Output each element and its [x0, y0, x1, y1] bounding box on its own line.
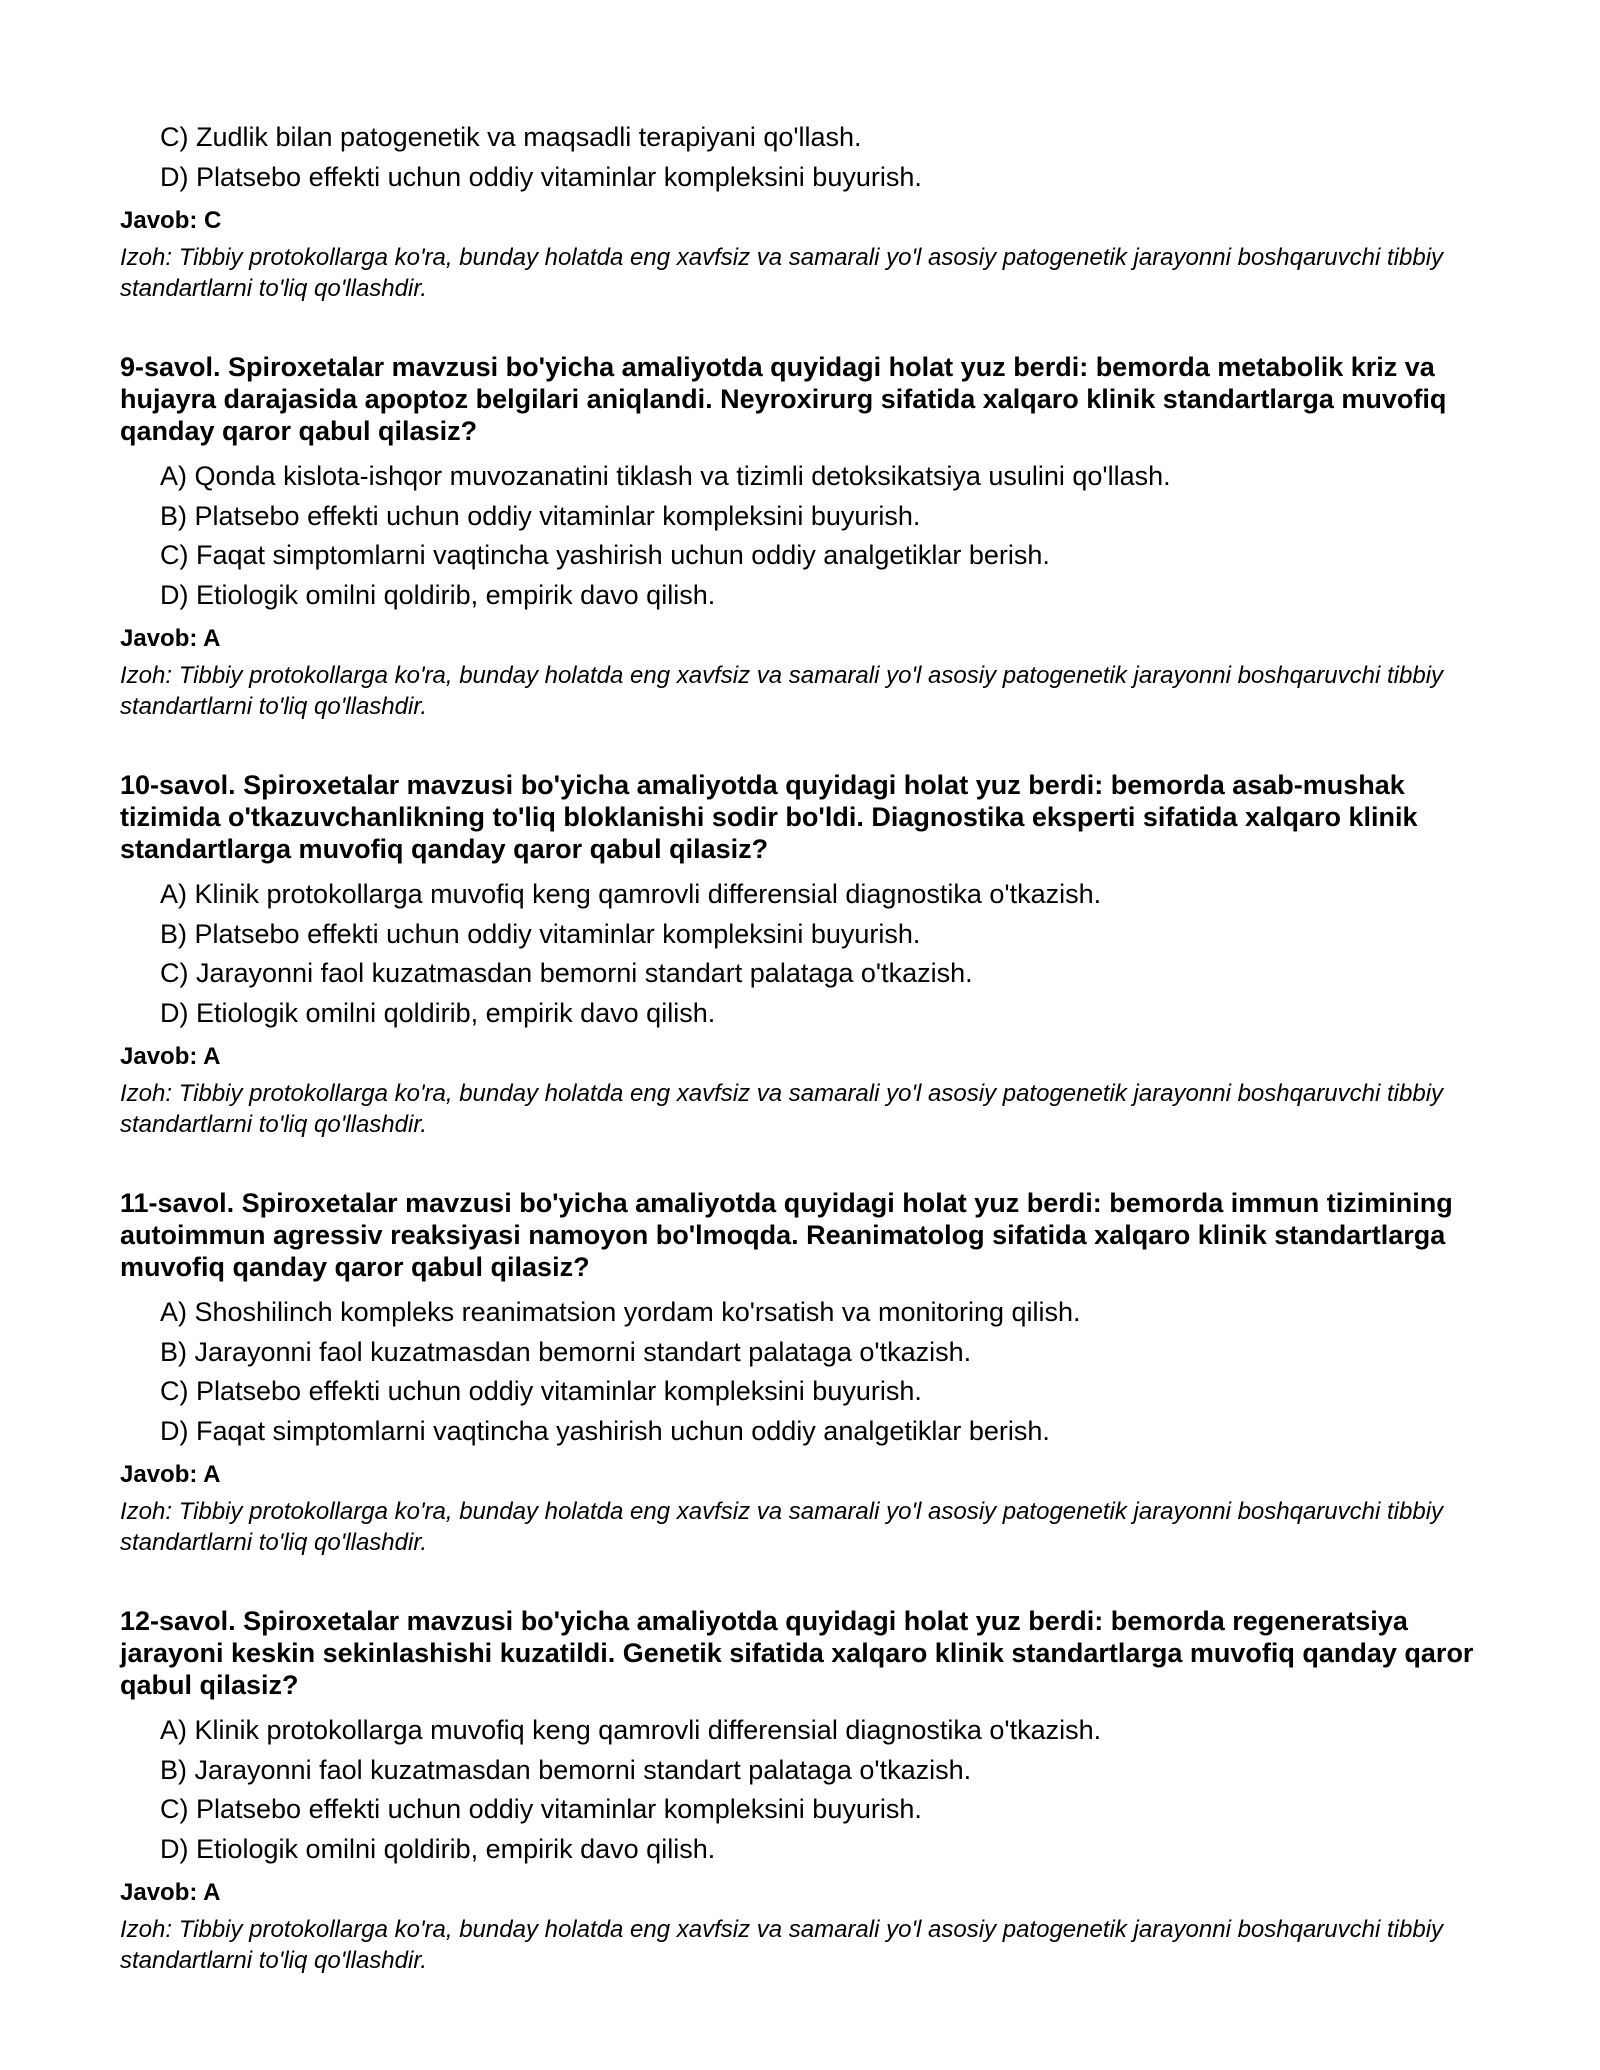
- question-title: 10-savol. Spiroxetalar mavzusi bo'yicha amaliyotda quyidagi holat yuz berdi: bemorda asab-mushak tizimida o'tkazuvchanlikning to'liq bloklanishi sodir bo'ldi. Diagnostika eksperti sifatida xalqaro klinik standartlarga muvofiq qanday qaror qabul qilasiz?: [120, 770, 1418, 864]
- answer-key: Javob: A: [120, 1043, 221, 1070]
- option-c: C) Faqat simptomlarni vaqtincha yashirish uchun oddiy analgetiklar berish.: [160, 540, 1050, 570]
- answer-key: Javob: A: [120, 1461, 221, 1488]
- option-b: B) Jarayonni faol kuzatmasdan bemorni standart palataga o'tkazish.: [160, 1754, 972, 1785]
- answer-options: [120, 118, 1500, 197]
- option-d: D) Etiologik omilni qoldirib, empirik davo qilish.: [160, 997, 716, 1028]
- option-c: C) Platsebo effekti uchun oddiy vitaminlar kompleksini buyurish.: [160, 1376, 922, 1406]
- explanation-note: Izoh: Tibbiy protokollarga ko'ra, bunday holatda eng xavfsiz va samarali yo'l asosiy patogenetik jarayonni boshqaruvchi tibbiy standartlarni to'liq qo'llashdir.: [120, 1916, 1444, 1974]
- option-c: C) Jarayonni faol kuzatmasdan bemorni standart palataga o'tkazish.: [160, 958, 973, 988]
- answer-options: [120, 457, 1500, 615]
- spacer: [120, 304, 1500, 351]
- option-a: A) Klinik protokollarga muvofiq keng qamrovli differensial diagnostika o'tkazish.: [160, 879, 1102, 909]
- spacer: [120, 1140, 1500, 1187]
- option-d: D) Faqat simptomlarni vaqtincha yashirish uchun oddiy analgetiklar berish.: [160, 1415, 1050, 1446]
- question-title: 9-savol. Spiroxetalar mavzusi bo'yicha amaliyotda quyidagi holat yuz berdi: bemorda metabolik kriz va hujayra darajasida apoptoz belgilari aniqlandi. Neyroxirurg sifatida xalqaro klinik standartlarga muvofiq qanday qaror qabul qilasiz?: [120, 352, 1447, 446]
- question-title: 12-savol. Spiroxetalar mavzusi bo'yicha amaliyotda quyidagi holat yuz berdi: bemorda regeneratsiya jarayoni keskin sekinlashishi kuzatildi. Genetik sifatida xalqaro klinik standartlarga muvofiq qanday qaror qabul qilasiz?: [120, 1606, 1474, 1700]
- question-10: [120, 769, 1500, 1140]
- option-b: B) Platsebo effekti uchun oddiy vitaminlar kompleksini buyurish.: [160, 500, 921, 531]
- spacer: [120, 722, 1500, 769]
- question-8-continuation: [120, 118, 1500, 304]
- option-d: D) Etiologik omilni qoldirib, empirik davo qilish.: [160, 1833, 716, 1864]
- option-b: B) Platsebo effekti uchun oddiy vitaminlar kompleksini buyurish.: [160, 918, 921, 949]
- option-d: D) Platsebo effekti uchun oddiy vitaminlar kompleksini buyurish.: [160, 161, 922, 192]
- option-d: D) Etiologik omilni qoldirib, empirik davo qilish.: [160, 579, 716, 610]
- option-c: C) Zudlik bilan patogenetik va maqsadli terapiyani qo'llash.: [160, 122, 862, 152]
- answer-options: [120, 1293, 1500, 1451]
- option-a: A) Shoshilinch kompleks reanimatsion yordam ko'rsatish va monitoring qilish.: [160, 1297, 1081, 1327]
- question-12: [120, 1605, 1500, 1976]
- question-title: 11-savol. Spiroxetalar mavzusi bo'yicha amaliyotda quyidagi holat yuz berdi: bemorda immun tizimining autoimmun agressiv reaksiyasi namoyon bo'lmoqda. Reanimatolog sifatida xalqaro klinik standartlarga muvofiq qanday qaror qabul qilasiz?: [120, 1188, 1453, 1282]
- explanation-note: Izoh: Tibbiy protokollarga ko'ra, bunday holatda eng xavfsiz va samarali yo'l asosiy patogenetik jarayonni boshqaruvchi tibbiy standartlarni to'liq qo'llashdir.: [120, 662, 1444, 720]
- question-9: [120, 351, 1500, 722]
- spacer: [120, 1558, 1500, 1605]
- option-a: A) Qonda kislota-ishqor muvozanatini tiklash va tizimli detoksikatsiya usulini qo'llash.: [160, 461, 1171, 491]
- option-b: B) Jarayonni faol kuzatmasdan bemorni standart palataga o'tkazish.: [160, 1336, 972, 1367]
- question-11: [120, 1187, 1500, 1558]
- answer-key: Javob: A: [120, 1879, 221, 1906]
- answer-options: [120, 875, 1500, 1033]
- explanation-note: Izoh: Tibbiy protokollarga ko'ra, bunday holatda eng xavfsiz va samarali yo'l asosiy patogenetik jarayonni boshqaruvchi tibbiy standartlarni to'liq qo'llashdir.: [120, 1498, 1444, 1556]
- option-c: C) Platsebo effekti uchun oddiy vitaminlar kompleksini buyurish.: [160, 1794, 922, 1824]
- explanation-note: Izoh: Tibbiy protokollarga ko'ra, bunday holatda eng xavfsiz va samarali yo'l asosiy patogenetik jarayonni boshqaruvchi tibbiy standartlarni to'liq qo'llashdir.: [120, 244, 1444, 302]
- option-a: A) Klinik protokollarga muvofiq keng qamrovli differensial diagnostika o'tkazish.: [160, 1715, 1102, 1745]
- answer-options: [120, 1711, 1500, 1869]
- explanation-note: Izoh: Tibbiy protokollarga ko'ra, bunday holatda eng xavfsiz va samarali yo'l asosiy patogenetik jarayonni boshqaruvchi tibbiy standartlarni to'liq qo'llashdir.: [120, 1080, 1444, 1138]
- answer-key: Javob: A: [120, 625, 221, 652]
- answer-key: Javob: C: [120, 207, 222, 234]
- document-page: [120, 118, 1500, 1976]
